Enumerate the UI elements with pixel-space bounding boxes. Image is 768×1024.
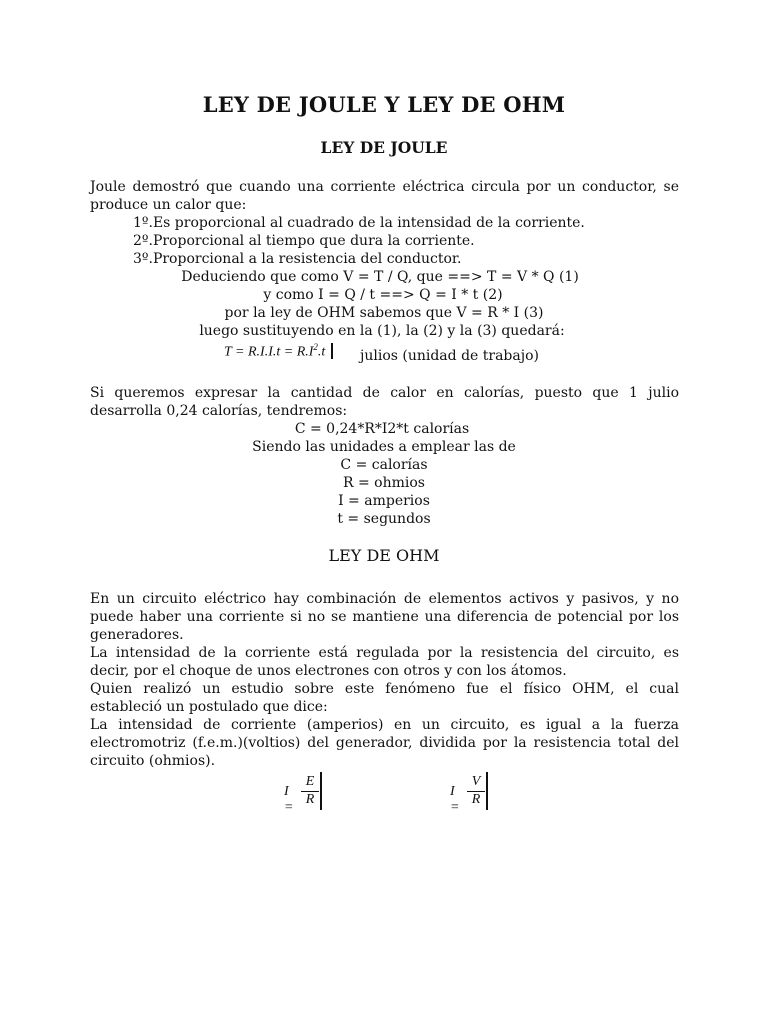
joule-deduce-3: por la ley de OHM sabemos que V = R * I (3) <box>224 305 544 321</box>
formula-cursor-mark <box>331 343 333 359</box>
ohm-heading: LEY DE OHM <box>328 546 440 565</box>
joule-item-1: 1º.Es proporcional al cuadrado de la intensidad de la corriente. <box>133 215 585 231</box>
joule-heading: LEY DE JOULE <box>320 138 448 157</box>
formula1-denominator: R <box>305 792 315 807</box>
formula2-vertical-rule <box>486 772 488 810</box>
formula2-lhs: I = <box>450 784 460 815</box>
calories-line2: desarrolla 0,24 calorías, tendremos: <box>90 403 348 419</box>
unit-calories: C = calorías <box>340 457 428 473</box>
calories-formula: C = 0,24*R*I2*t calorías <box>294 421 470 437</box>
ohm-p1-line2: puede haber una corriente si no se mantiene una diferencia de potencial por los <box>90 609 679 625</box>
joule-formula-tail: .t <box>317 344 326 360</box>
ohm-p3-line2: estableció un postulado que dice: <box>90 699 328 715</box>
ohm-p1-line1: En un circuito eléctrico hay combinación de elementos activos y pasivos, y no <box>90 591 679 607</box>
calories-line1: Si queremos expresar la cantidad de calor en calorías, puesto que 1 julio <box>90 385 679 401</box>
formula2-numerator: V <box>471 774 481 789</box>
formula1-numerator: E <box>305 774 315 789</box>
joule-formula-expr: T = R.I.I.t = R.I <box>224 344 314 360</box>
joule-formula-unit: julios (unidad de trabajo) <box>360 348 539 364</box>
joule-formula <box>224 342 333 361</box>
ohm-p4-line1: La intensidad de corriente (amperios) en un circuito, es igual a la fuerza <box>90 717 679 733</box>
formula1-lhs: I = <box>284 784 294 815</box>
formula2-denominator: R <box>471 792 481 807</box>
joule-deduce-1: Deduciendo que como V = T / Q, que ==> T = V * Q (1) <box>181 269 579 285</box>
unit-seconds: t = segundos <box>337 511 431 527</box>
document-title: LEY DE JOULE Y LEY DE OHM <box>202 92 566 117</box>
joule-deduce-2: y como I = Q / t ==> Q = I * t (2) <box>263 287 503 303</box>
unit-ohms: R = ohmios <box>343 475 425 491</box>
ohm-p4-line3: circuito (ohmios). <box>90 753 216 769</box>
ohm-p3-line1: Quien realizó un estudio sobre este fenómeno fue el físico OHM, el cual <box>90 681 679 697</box>
joule-formula-exponent: 2 <box>313 342 318 352</box>
joule-deduce-4: luego sustituyendo en la (1), la (2) y la (3) quedará: <box>199 323 565 339</box>
ohm-p4-line2: electromotriz (f.e.m.)(voltios) del generador, dividida por la resistencia total del <box>90 735 679 751</box>
units-intro: Siendo las unidades a emplear las de <box>252 439 516 455</box>
joule-item-3: 3º.Proporcional a la resistencia del conductor. <box>133 251 462 267</box>
ohm-p2-line1: La intensidad de la corriente está regulada por la resistencia del circuito, es <box>90 645 679 661</box>
joule-item-2: 2º.Proporcional al tiempo que dura la corriente. <box>133 233 475 249</box>
ohm-p1-line3: generadores. <box>90 627 184 643</box>
unit-amperes: I = amperios <box>338 493 430 509</box>
joule-intro-line1: Joule demostró que cuando una corriente eléctrica circula por un conductor, se <box>90 179 679 195</box>
ohm-p2-line2: decir, por el choque de unos electrones con otros y con los átomos. <box>90 663 567 679</box>
joule-intro-line2: produce un calor que: <box>90 197 247 213</box>
formula1-vertical-rule <box>320 772 322 810</box>
